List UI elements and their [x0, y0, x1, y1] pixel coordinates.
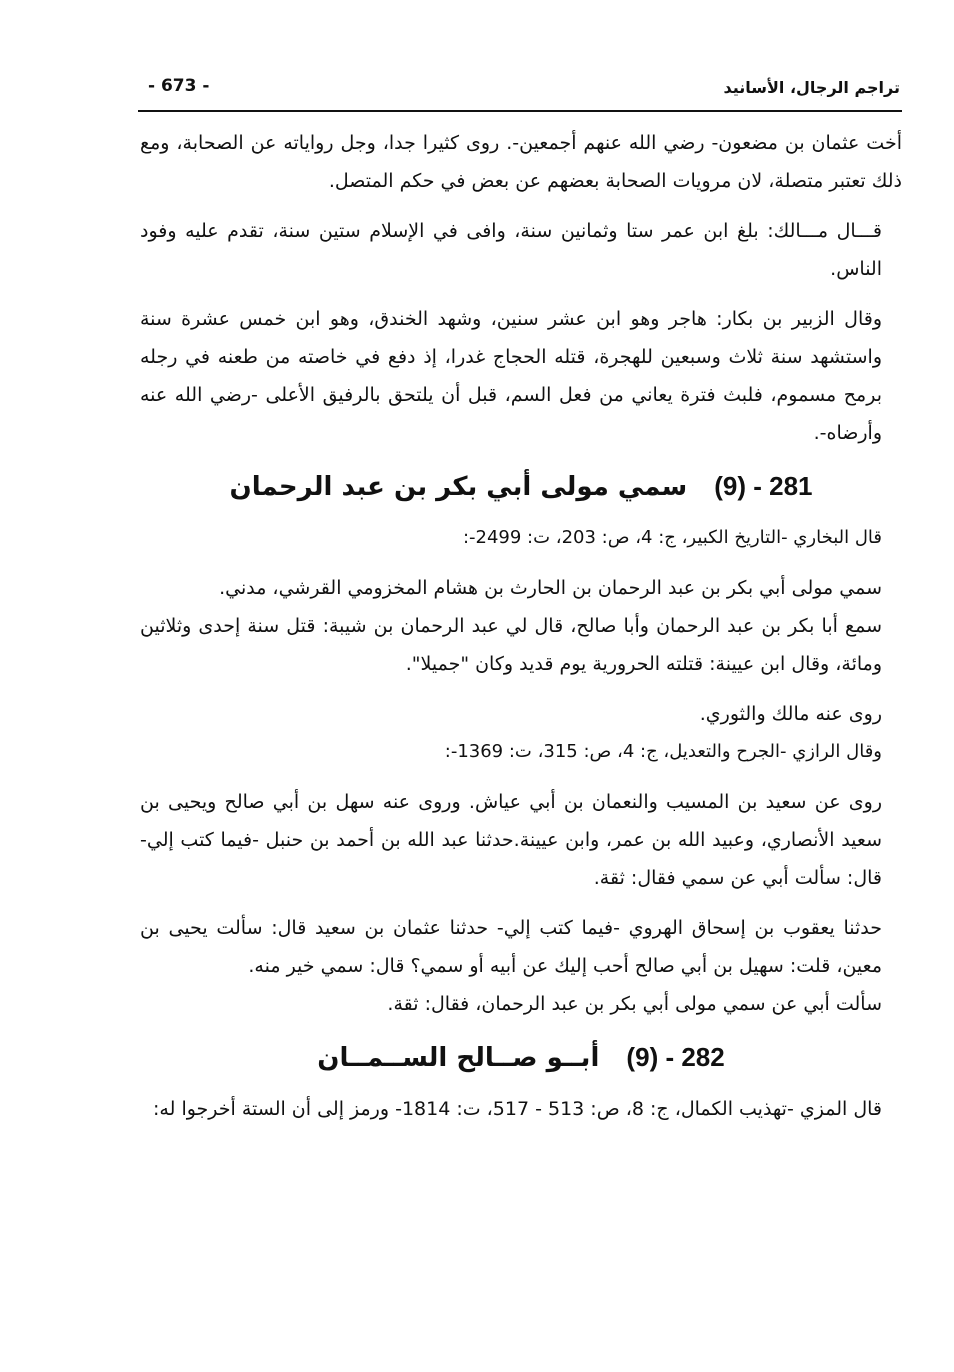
running-header: [138, 74, 900, 104]
body-text: [140, 124, 902, 1128]
page-number: - 673 -: [148, 76, 210, 96]
source-citation: قال البخاري -التاريخ الكبير، ج: 4، ص: 203، ت: 2499-:: [462, 527, 882, 548]
entry-name: أبــو صــالح الســمــان: [317, 1043, 600, 1073]
source-citation: قال المزي -تهذيب الكمال، ج: 8، ص: 513 - 517، ت: 1814- ورمز إلى أن الستة أخرجوا له:: [153, 1098, 882, 1120]
paragraph: سألت أبي عن سمي مولى أبي بكر بن عبد الرحمان، فقال: ثقة.: [387, 993, 882, 1015]
paragraph: روى عن سعيد بن المسيب والنعمان بن أبي عياش. وروى عنه سهل بن أبي صالح ويحيى بن سعيد الأنصاري، وعبيد الله بن عمر، وابن عيينة.حدثنا عبد الله بن أحمد بن حنبل -فيما كتب إلي- قال: سألت أبي عن سمي فقال: ثقة.: [140, 791, 882, 889]
paragraph: أخت عثمان بن مضعون- رضي الله عنهم أجمعين-. روى كثيرا جدا، وجل رواياته عن الصحابة، ومع ذلك تعتبر متصلة، لان مرويات الصحابة بعضهم عن بعض في حكم المتصل.: [140, 132, 902, 192]
entry-heading-282: [140, 1035, 902, 1080]
paragraph: سمي مولى أبي بكر بن عبد الرحمان بن الحارث بن هشام المخزومي القرشي، مدني.: [219, 577, 882, 599]
paragraph: حدثنا يعقوب بن إسحاق الهروي -فيما كتب إلي- حدثنا عثمان بن سعيد قال: سألت يحيى بن معين، قلت: سهيل بن أبي صالح أحب إليك عن أبيه أو سمي؟ قال: سمي خير منه.: [140, 917, 882, 977]
entry-number: 281 - (9): [714, 471, 813, 501]
entry-number: 282 - (9): [626, 1042, 725, 1072]
paragraph: قـــال مـــالك: بلغ ابن عمر ستا وثمانين سنة، وافى في الإسلام ستين سنة، تقدم عليه وفود الناس.: [140, 220, 882, 280]
source-citation: وقال الرازي -الجرح والتعديل، ج: 4، ص: 315، ت: 1369-:: [444, 741, 882, 762]
paragraph: روى عنه مالك والثوري.: [699, 703, 882, 725]
header-title: تراجم الرجال، الأسانيد: [723, 78, 900, 97]
paragraph: وقال الزبير بن بكار: هاجر وهو ابن عشر سنين، وشهد الخندق، وهو ابن خمس عشرة سنة واستشهد سنة ثلاث وسبعين للهجرة، قتله الحجاج غدرا، إذ دفع في خاصته من طعنه في رجله برمح مسموم، فلبث فترة يعاني من فعل السم، قبل أن يلتحق بالرفيق الأعلى -رضي الله عنه وأرضاه-.: [140, 308, 882, 444]
entry-name: سمي مولى أبي بكر بن عبد الرحمان: [229, 472, 688, 502]
header-divider: [138, 110, 902, 112]
entry-heading-281: [140, 464, 902, 509]
paragraph: سمع أبا بكر بن عبد الرحمان وأبا صالح، قال لي عبد الرحمان بن شيبة: قتل سنة إحدى وثلاثين ومائة، وقال ابن عيينة: قتلته الحرورية يوم قديد وكان "جميلا".: [140, 615, 882, 675]
